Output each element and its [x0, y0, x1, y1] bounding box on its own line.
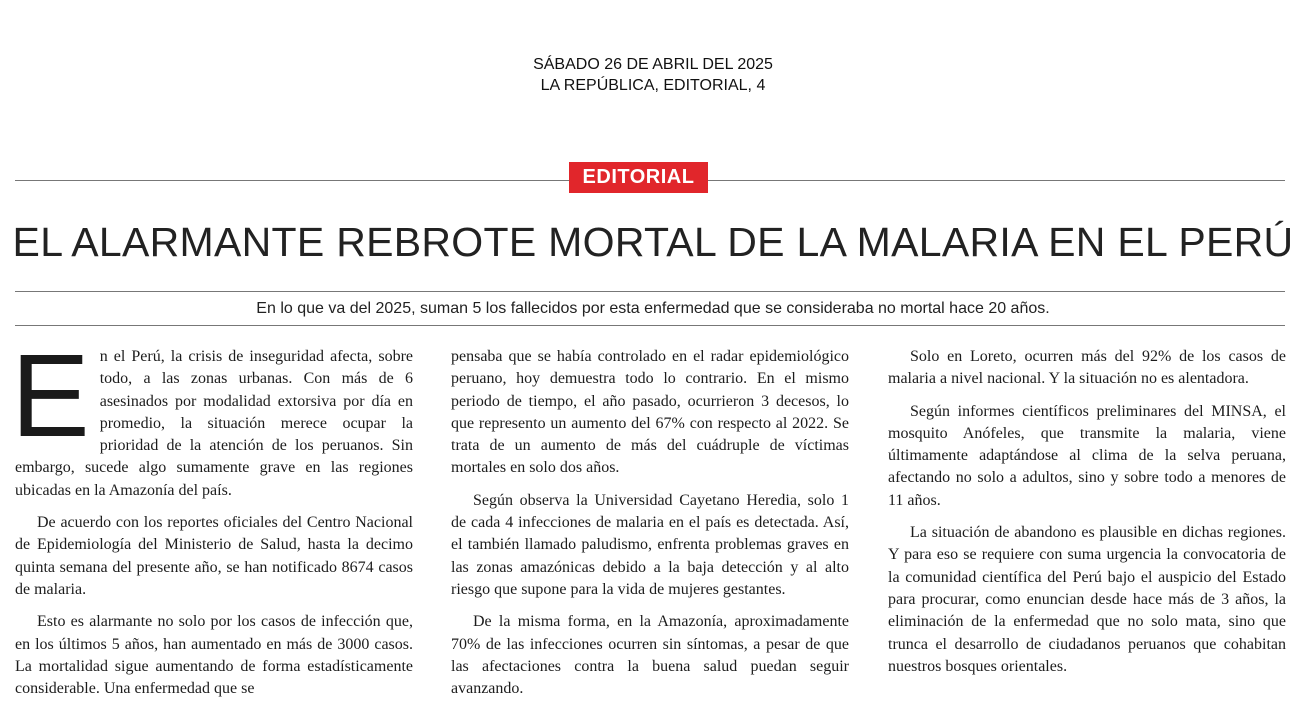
- article-column-3: [888, 346, 1286, 688]
- article-paragraph: [11, 330, 413, 502]
- article-paragraph: Según observa la Universidad Cayetano Heredia, solo 1 de cada 4 infecciones de malaria en el país es detectada. Así, el también llamado paludismo, enfrenta problemas graves en las zonas amazónicas debido a la baja detección y al alto riesgo que supone para la vida de mujeres gestantes.: [451, 491, 849, 598]
- article-column-2: [451, 346, 849, 710]
- publication-source: LA REPÚBLICA, EDITORIAL, 4: [540, 77, 766, 94]
- drop-cap: E: [11, 330, 90, 462]
- article-paragraph: De acuerdo con los reportes oficiales del Centro Nacional de Epidemiología del Ministerio de Salud, hasta la decimo quinta semana del presente año, se han notificado 8674 casos de malaria.: [15, 514, 413, 598]
- article-paragraph: Según informes científicos preliminares del MINSA, el mosquito Anófeles, que transmite la malaria, viene últimamente adaptándose al clima de la selva peruana, afectando no solo a adultos, sino y sobre todo a menores de 11 años.: [888, 402, 1286, 509]
- subhead: En lo que va del 2025, suman 5 los fallecidos por esta enfermedad que se consideraba no mortal hace 20 años.: [256, 300, 1050, 317]
- paragraph-text: n el Perú, la crisis de inseguridad afecta, sobre todo, a las zonas urbanas. Con más de 6 asesinados por modalidad extorsiva por día en promedio, la situación merece ocupar la prioridad de la atención de los peruanos. Sin embargo, sucede algo sumamente grave en las regiones ubicadas en la Amazonía del país.: [15, 348, 413, 499]
- headline: EL ALARMANTE REBROTE MORTAL DE LA MALARIA EN EL PERÚ: [12, 219, 1294, 265]
- article-paragraph: De la misma forma, en la Amazonía, aproximadamente 70% de las infecciones ocurren sin síntomas, a pesar de que las afectaciones contra la buena salud puedan seguir avanzando.: [451, 613, 849, 698]
- article-column-1: [11, 330, 413, 710]
- dateline: [0, 54, 1306, 96]
- subhead-rule: [15, 325, 1285, 326]
- publication-date: SÁBADO 26 DE ABRIL DEL 2025: [533, 56, 773, 73]
- article-paragraph: Esto es alarmante no solo por los casos de infección que, en los últimos 5 años, han aumentado en más de 3000 casos. La mortalidad sigue aumentando de forma estadísticamente considerable. Una enfermedad que se: [15, 613, 413, 698]
- article-paragraph: pensaba que se había controlado en el radar epidemiológico peruano, hoy demuestra todo lo contrario. En el mismo periodo de tiempo, el año pasado, ocurrieron 3 decesos, lo que represento un aumento del 67% con respecto al 2022. Se trata de un aumento de más del cuádruple de víctimas mortales en solo dos años.: [451, 348, 849, 477]
- headline-rule: [15, 291, 1285, 292]
- section-label: EDITORIAL: [569, 162, 708, 193]
- article-paragraph: Solo en Loreto, ocurren más del 92% de los casos de malaria a nivel nacional. Y la situación no es alentadora.: [888, 348, 1286, 388]
- article-paragraph: La situación de abandono es plausible en dichas regiones. Y para eso se requiere con suma urgencia la convocatoria de la comunidad científica del Perú bajo el auspicio del Estado para procurar, como enuncian desde hace más de 3 años, la eliminación de la enfermedad que no solo mata, sino que trunca el desarrollo de ciudadanos peruanos que cohabitan nuestros bosques orientales.: [888, 524, 1286, 675]
